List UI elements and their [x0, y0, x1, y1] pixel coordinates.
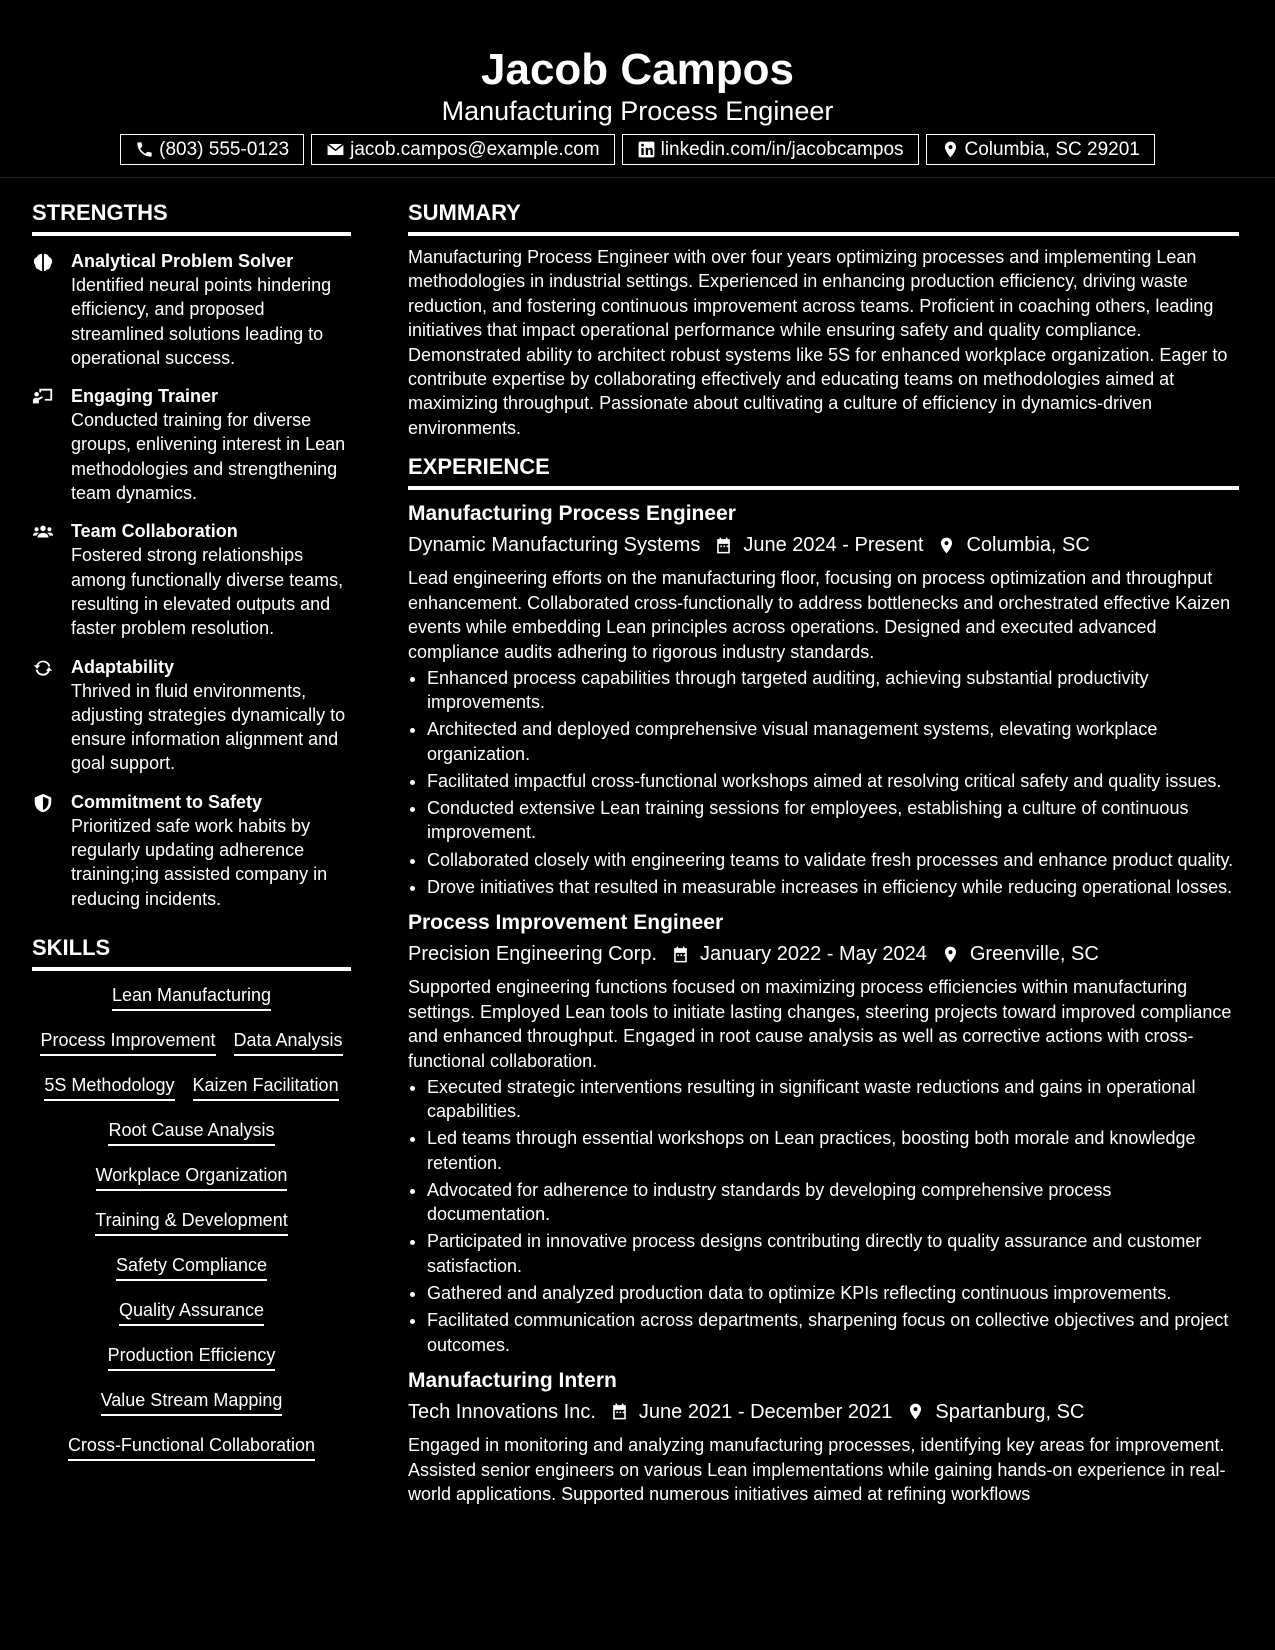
strength-desc: Identified neural points hindering efficiency, and proposed streamlined solutions leading to operational success.	[71, 275, 332, 368]
job-bullet: • Facilitated communication across departments, sharpening focus on collective objectives and project outcomes.	[427, 1308, 1239, 1357]
strength-item	[32, 790, 351, 911]
phone-icon	[135, 140, 154, 159]
job-bullet: • Led teams through essential workshops on Lean practices, boosting both morale and knowledge retention.	[427, 1126, 1239, 1175]
job-bullet: • Facilitated impactful cross-functional workshops aimed at resolving critical safety and quality issues.	[427, 769, 1239, 793]
envelope-icon	[326, 140, 345, 159]
job-meta	[408, 528, 1239, 562]
skill-tag: Quality Assurance	[119, 1298, 264, 1326]
job-bullet: • Gathered and analyzed production data to optimize KPIs reflecting continuous improvements.	[427, 1281, 1239, 1305]
candidate-name: Jacob Campos	[481, 45, 794, 94]
job-location: Spartanburg, SC	[935, 1400, 1085, 1423]
contact-email[interactable]	[311, 134, 615, 165]
right-column	[408, 198, 1239, 1507]
summary-heading: SUMMARY	[408, 198, 1239, 236]
strength-desc: Conducted training for diverse groups, enlivening interest in Lean methodologies and strengthening team dynamics.	[71, 410, 346, 504]
map-pin-icon	[906, 1402, 925, 1421]
resume-header	[0, 0, 1275, 178]
job-entry	[408, 500, 1239, 899]
job-bullet: • Enhanced process capabilities through targeted auditing, achieving substantial productivity improvements.	[427, 666, 1239, 715]
skill-tag: Cross-Functional Collaboration	[68, 1433, 315, 1461]
skill-tag: Safety Compliance	[116, 1253, 267, 1281]
shield-icon	[32, 792, 54, 814]
skills-list	[32, 983, 351, 1461]
calendar-icon	[714, 536, 733, 555]
skill-tag: Lean Manufacturing	[112, 983, 271, 1011]
job-company: Tech Innovations Inc.	[408, 1400, 596, 1423]
contact-location-text: Columbia, SC 29201	[964, 138, 1140, 160]
job-location: Greenville, SC	[969, 943, 1099, 966]
strength-item	[32, 384, 351, 505]
skill-tag: Workplace Organization	[96, 1163, 288, 1191]
chalkboard-teacher-icon	[32, 386, 54, 408]
brain-icon	[32, 251, 54, 273]
summary-text: Manufacturing Process Engineer with over four years optimizing processes and implementing Lean methodologies in industrial settings. Experienced in enhancing production efficiency, driving waste reduction, and fostering continuous improvement across teams. Proficient in coaching others, leading initiatives that impact operational performance while ensuring safety and quality compliance. Demonstrated ability to architect robust systems like 5S for enhanced workplace organization. Eager to contribute expertise by collaborating effectively and educating teams on methodologies aimed at maximizing throughput. Passionate about cultivating a culture of efficiency in dynamics-driven environments.	[408, 247, 1228, 438]
contact-phone-text: (803) 555-0123	[159, 138, 290, 160]
strength-title: Engaging Trainer	[71, 386, 219, 407]
job-bullet: • Architected and deployed comprehensive visual management systems, elevating workplace organization.	[427, 717, 1239, 766]
job-dates: June 2024 - Present	[743, 534, 924, 557]
strength-desc: Thrived in fluid environments, adjusting strategies dynamically to ensure information alignment and goal support.	[71, 680, 346, 774]
job-bullets	[408, 1075, 1239, 1357]
skill-tag: 5S Methodology	[44, 1073, 174, 1101]
strength-title: Adaptability	[71, 656, 175, 677]
strengths-list	[32, 249, 351, 911]
job-title: Manufacturing Intern	[408, 1368, 617, 1392]
calendar-icon	[610, 1402, 629, 1421]
linkedin-icon	[637, 140, 656, 159]
job-location: Columbia, SC	[966, 534, 1090, 557]
strength-desc: Prioritized safe work habits by regularly updating adherence training;ing assisted company in reducing incidents.	[71, 815, 328, 909]
job-meta	[408, 1395, 1239, 1429]
job-description: Engaged in monitoring and analyzing manufacturing processes, identifying key areas for improvement. Assisted senior engineers on various Lean implementations while gaining hands-on experience in real-world applications. Supported numerous initiatives aimed at refining workflows	[408, 1434, 1226, 1505]
strengths-heading: STRENGTHS	[32, 198, 351, 236]
job-company: Precision Engineering Corp.	[408, 943, 658, 966]
strength-item	[32, 655, 351, 776]
strength-item	[32, 249, 351, 370]
job-bullet: • Collaborated closely with engineering teams to validate fresh processes and enhance product quality.	[427, 848, 1239, 872]
job-entry	[408, 1367, 1239, 1507]
skill-tag: Training & Development	[95, 1208, 287, 1236]
skill-tag: Kaizen Facilitation	[193, 1073, 339, 1101]
job-entry	[408, 909, 1239, 1357]
users-icon	[32, 521, 54, 543]
left-column	[32, 198, 351, 1461]
contact-linkedin[interactable]	[622, 134, 919, 165]
contact-phone[interactable]	[120, 134, 304, 165]
job-dates: June 2021 - December 2021	[638, 1400, 893, 1423]
skill-tag: Process Improvement	[40, 1028, 215, 1056]
skill-tag: Production Efficiency	[108, 1343, 276, 1371]
job-meta	[408, 937, 1239, 971]
map-pin-icon	[941, 945, 960, 964]
skills-heading: SKILLS	[32, 933, 351, 971]
map-pin-icon	[941, 140, 960, 159]
job-bullet: • Advocated for adherence to industry standards by developing comprehensive process documentation.	[427, 1178, 1239, 1227]
job-company: Dynamic Manufacturing Systems	[408, 534, 701, 557]
strength-title: Commitment to Safety	[71, 791, 263, 812]
strength-item	[32, 519, 351, 640]
job-description: Supported engineering functions focused on maximizing process efficiencies within manufacturing settings. Employed Lean tools to initiate lasting changes, steering projects toward improved compliance and enhanced throughput. Engaged in root cause analysis as well as corrective actions with cross-functional collaboration.	[408, 977, 1232, 1072]
contact-email-text: jacob.campos@example.com	[350, 138, 600, 160]
map-pin-icon	[937, 536, 956, 555]
contact-linkedin-text: linkedin.com/in/jacobcampos	[660, 138, 904, 160]
sync-icon	[32, 657, 54, 679]
experience-heading: EXPERIENCE	[408, 452, 1239, 490]
job-bullet: • Participated in innovative process designs contributing directly to quality assurance and customer satisfaction.	[427, 1229, 1239, 1278]
calendar-icon	[671, 945, 690, 964]
contact-location	[926, 134, 1155, 165]
job-description: Lead engineering efforts on the manufacturing floor, focusing on process optimization and throughput enhancement. Collaborated cross-functionally to address bottlenecks and orchestrated effective Kaizen events while embedding Lean principles across operations. Designed and executed advanced compliance audits adhering to rigorous industry standards.	[408, 568, 1231, 663]
candidate-title: Manufacturing Process Engineer	[441, 96, 834, 126]
skill-tag: Root Cause Analysis	[108, 1118, 274, 1146]
job-title: Process Improvement Engineer	[408, 911, 724, 935]
job-bullet: • Drove initiatives that resulted in measurable increases in efficiency while reducing operational losses.	[427, 875, 1239, 899]
job-bullets	[408, 666, 1239, 900]
strength-title: Team Collaboration	[71, 521, 238, 542]
contact-bar	[0, 134, 1275, 165]
strength-title: Analytical Problem Solver	[71, 251, 294, 271]
skill-tag: Value Stream Mapping	[101, 1388, 283, 1416]
job-dates: January 2022 - May 2024	[700, 943, 927, 966]
job-title: Manufacturing Process Engineer	[408, 502, 736, 526]
skill-tag: Data Analysis	[234, 1028, 343, 1056]
strength-desc: Fostered strong relationships among functionally diverse teams, resulting in elevated outputs and faster problem resolution.	[71, 545, 344, 639]
job-bullet: • Executed strategic interventions resulting in significant waste reductions and gains in operational capabilities.	[427, 1075, 1239, 1124]
job-bullet: • Conducted extensive Lean training sessions for employees, establishing a culture of continuous improvement.	[427, 796, 1239, 845]
